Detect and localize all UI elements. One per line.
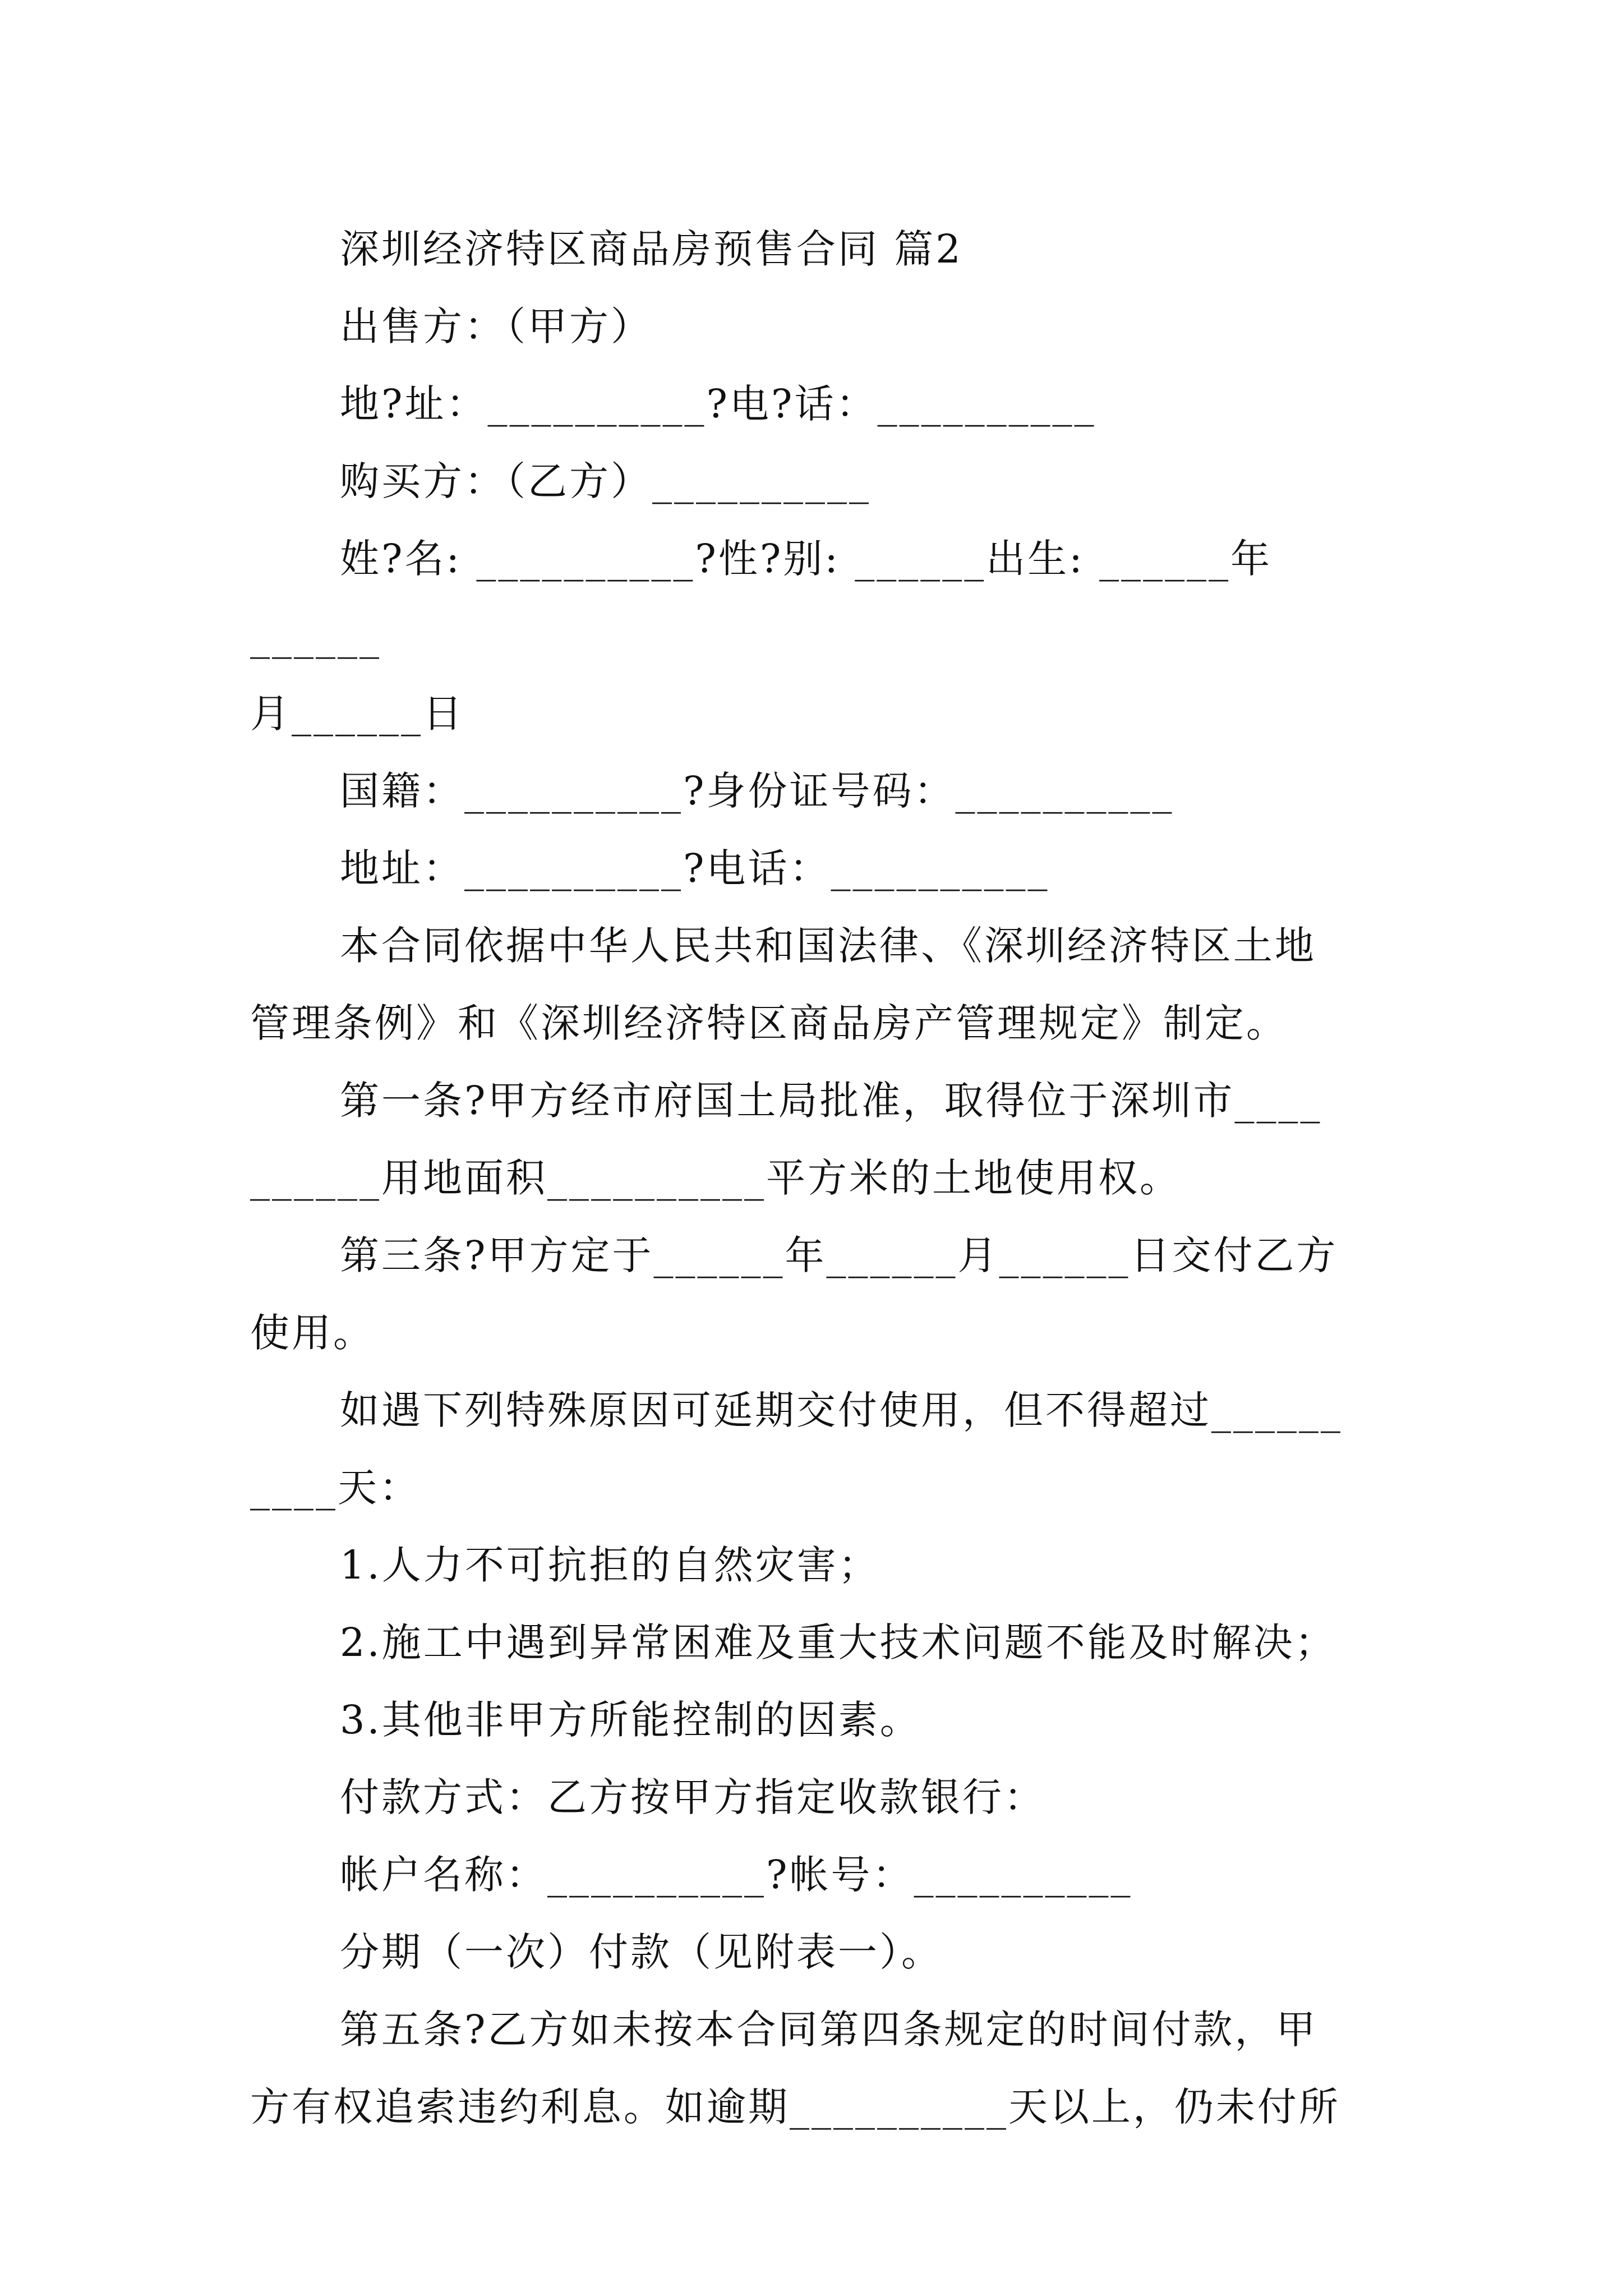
buyer-name-gender-birth: 姓?名: __________?性?别: ______出生: ______年______	[250, 536, 1272, 659]
legal-basis-line-2: 管理条例》和《深圳经济特区商品房产管理规定》制定。	[250, 1000, 1288, 1046]
delay-clause-line-2: ____天：	[250, 1465, 421, 1511]
article-1-line-2: ______用地面积__________平方米的土地使用权。	[250, 1155, 1181, 1201]
buyer-heading: 购买方：（乙方）__________	[340, 458, 871, 504]
delay-reason-2: 2.施工中遇到异常困难及重大技术问题不能及时解决；	[340, 1619, 1336, 1665]
delay-clause-line-1: 如遇下列特殊原因可延期交付使用，但不得超过______	[340, 1387, 1343, 1433]
article-3-line-2: 使用。	[250, 1310, 375, 1356]
buyer-nationality-id: 国籍：__________?身份证号码：__________	[340, 768, 1174, 814]
buyer-birth-continued: 月______日	[250, 691, 464, 737]
account-name-number: 帐户名称：__________?帐号：__________	[340, 1852, 1133, 1898]
seller-address-phone: 地?址：__________?电?话：__________	[340, 381, 1096, 427]
article-3-line-1: 第三条?甲方定于______年______月______日交付乙方	[340, 1232, 1338, 1278]
buyer-address-phone: 地址：__________?电话：__________	[340, 845, 1050, 891]
article-5-line-2: 方有权追索违约利息。如逾期__________天以上，仍未付所	[250, 2084, 1340, 2130]
contract-body	[250, 210, 1386, 2146]
delay-reason-1: 1.人力不可抗拒的自然灾害；	[340, 1542, 880, 1588]
document-title: 深圳经济特区商品房预售合同 篇2	[340, 226, 963, 272]
legal-basis-line-1: 本合同依据中华人民共和国法律、《深圳经济特区土地	[340, 923, 1316, 969]
article-5-line-1: 第五条?乙方如未按本合同第四条规定的时间付款，甲	[340, 2007, 1318, 2053]
payment-method: 付款方式：乙方按甲方指定收款银行：	[340, 1774, 1045, 1820]
article-1-line-1: 第一条?甲方经市府国土局批准，取得位于深圳市____	[340, 1078, 1322, 1124]
seller-heading: 出售方：（甲方）	[340, 303, 652, 349]
delay-reason-3: 3.其他非甲方所能控制的因素。	[340, 1697, 921, 1743]
installment-payment: 分期（一次）付款（见附表一）。	[340, 1929, 943, 1975]
